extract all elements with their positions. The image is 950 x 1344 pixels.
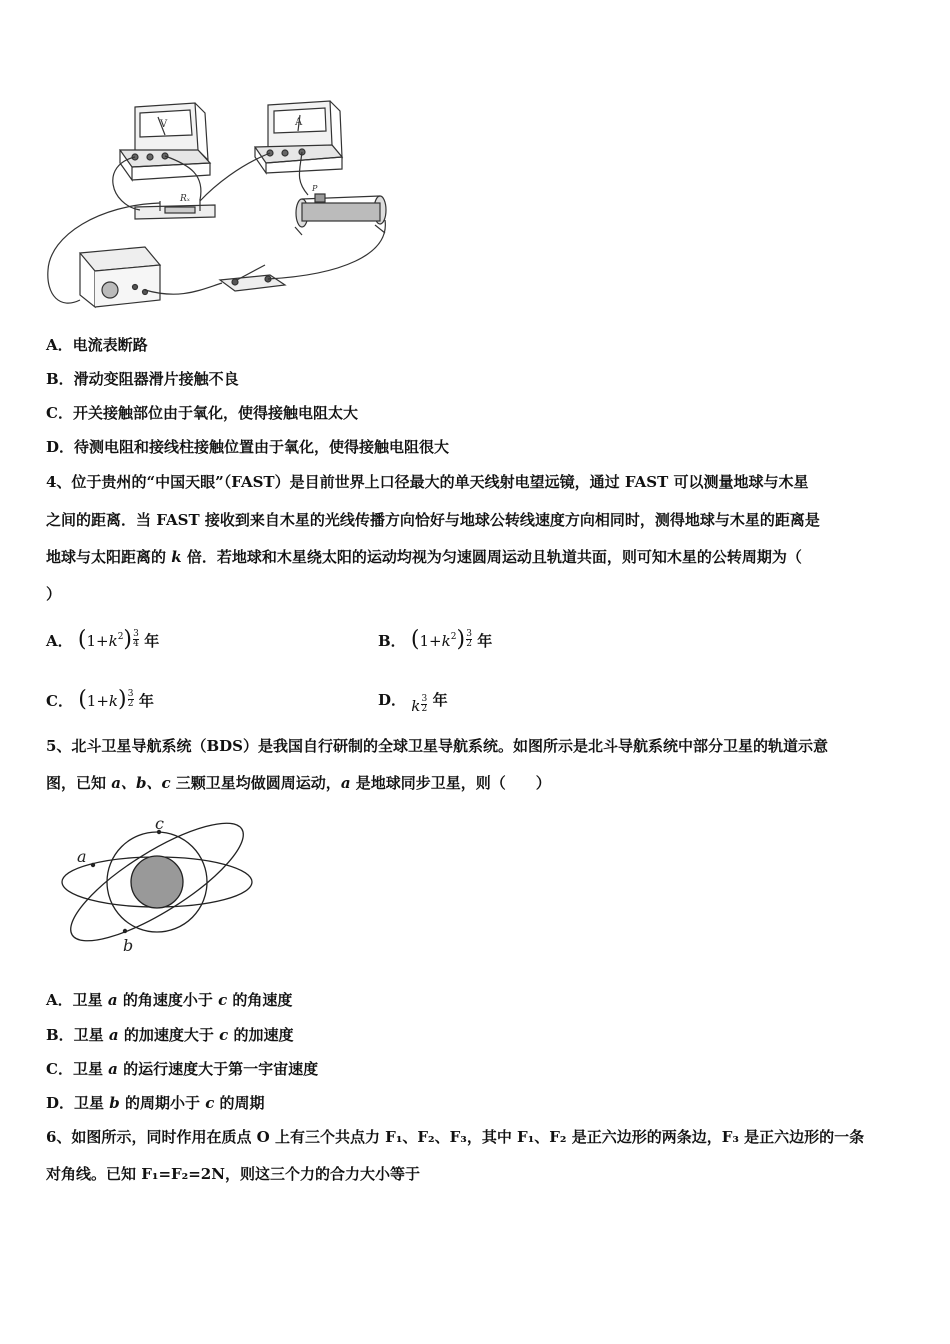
- q3-option-a: A．电流表断路: [46, 336, 148, 354]
- power-supply: [80, 247, 160, 307]
- rheostat: [295, 194, 386, 235]
- q4-option-d: D． k $\frac{3}{2}$ 年: [378, 691, 448, 715]
- label-a: a: [77, 847, 87, 866]
- label-b: b: [123, 936, 134, 955]
- q3-option-c: C．开关接触部位由于氧化，使得接触电阻太大: [46, 404, 358, 422]
- q5-option-a: A．卫星 a 的角速度小于 c 的角速度: [46, 991, 293, 1009]
- q3-option-d: D．待测电阻和接线柱接触位置由于氧化，使得接触电阻很大: [46, 438, 450, 456]
- resistor-label: Rₓ: [180, 194, 190, 204]
- satellite-b-dot: [123, 929, 127, 933]
- earth: [131, 856, 183, 908]
- q4-stem-line1: 4、位于贵州的“中国天眼”（FAST）是目前世界上口径最大的单天线射电望远镜，通过 FAST 可以测量地球与木星: [46, 473, 809, 491]
- q3-option-b: B．滑动变阻器滑片接触不良: [46, 370, 239, 388]
- q6-stem-line2: 对角线。已知 F₁=F₂=2N，则这三个力的合力大小等于: [46, 1165, 420, 1183]
- q5-stem-line2: 图，已知 a、b、c 三颗卫星均做圆周运动，a 是地球同步卫星，则（ ）: [46, 774, 551, 792]
- satellite-a-dot: [91, 863, 95, 867]
- q5-option-d: D．卫星 b 的周期小于 c 的周期: [46, 1094, 265, 1112]
- voltmeter: [120, 103, 210, 180]
- q5-stem-line1: 5、北斗卫星导航系统（BDS）是我国自行研制的全球卫星导航系统。如图所示是北斗导航系统中部分卫星的轨道示意: [46, 737, 828, 755]
- voltmeter-symbol: V: [160, 119, 168, 130]
- q5-option-c: C．卫星 a 的运行速度大于第一宇宙速度: [46, 1060, 319, 1078]
- q4-stem-line2: 之间的距离．当 FAST 接收到来自木星的光线传播方向恰好与地球公转线速度方向相同时，测得地球与木星的距离是: [46, 511, 820, 529]
- q4-option-c: C． ( 1+ k ) $\frac{3}{2}$ 年: [46, 687, 154, 712]
- ammeter-symbol: A: [295, 117, 303, 128]
- q4-option-a: A． ( 1+ k 2 ) $\frac{3}{4}$ 年: [46, 627, 160, 652]
- q4-option-b: B． ( 1+ k 2 ) $\frac{3}{2}$ 年: [378, 627, 493, 652]
- q5-option-b: B．卫星 a 的加速度大于 c 的加速度: [46, 1026, 294, 1044]
- resistor-rx: [135, 199, 215, 219]
- label-c: c: [155, 815, 164, 833]
- orbit-diagram: [55, 815, 265, 955]
- circuit-diagram: [40, 95, 410, 320]
- slider-label: P: [312, 184, 318, 193]
- q4-stem-line4: ）: [46, 585, 62, 603]
- q4-stem-line3: 地球与太阳距离的 k 倍．若地球和木星绕太阳的运动均视为匀速圆周运动且轨道共面，则可知木星的公转周期为（: [46, 548, 802, 566]
- q6-stem-line1: 6、如图所示，同时作用在质点 O 上有三个共点力 F₁、F₂、F₃，其中 F₁、F₂ 是正六边形的两条边，F₃ 是正六边形的一条: [46, 1128, 865, 1146]
- ammeter: [255, 101, 342, 173]
